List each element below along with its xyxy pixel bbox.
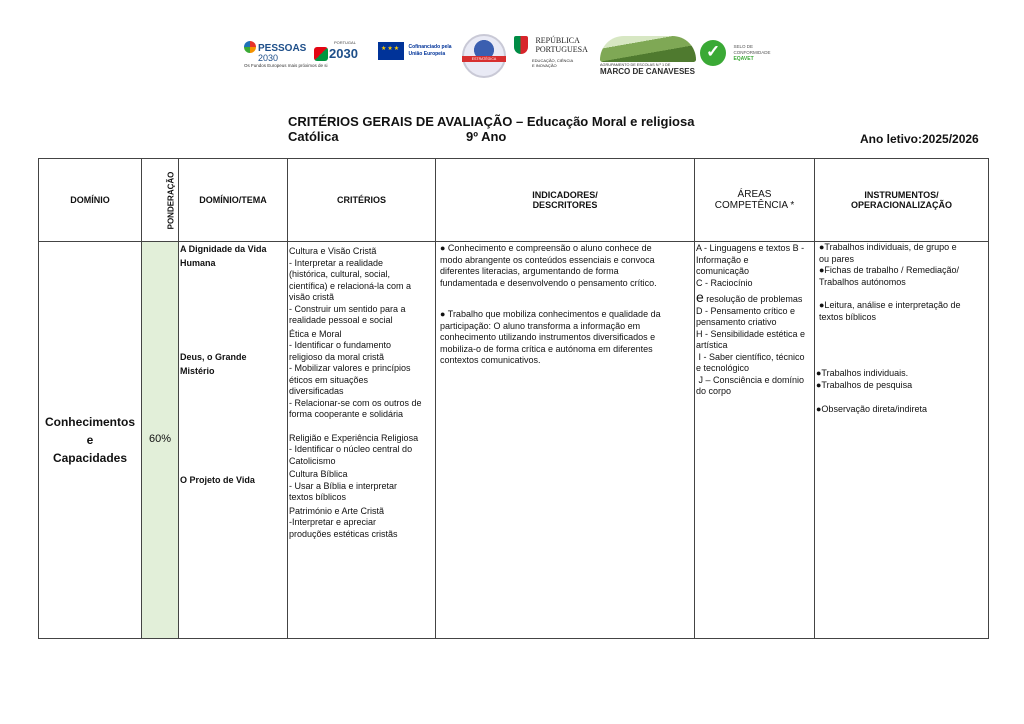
header-instrumentos: INSTRUMENTOS/ OPERACIONALIZAÇÃO (815, 159, 989, 242)
criteria-table (38, 158, 989, 639)
estrategia-seal-logo (462, 34, 506, 78)
areas-cell (695, 242, 815, 639)
indicador-line: diferentes literacias, argumentando de forma (440, 266, 619, 276)
header-dominio: DOMÍNIO (39, 159, 142, 242)
eu-cofinanced-logo: ★★★ Cofinanciado pela União Europeia (378, 42, 466, 60)
school-year: Ano letivo:2025/2026 (860, 132, 979, 146)
area-line: artística (696, 340, 728, 350)
criterios-cell (288, 242, 436, 639)
hills-icon (600, 36, 696, 62)
criterio-line: - Usar a Bíblia e interpretar (289, 480, 398, 491)
criterio-line: Cultura Bíblica (289, 469, 348, 479)
criterio-line: - Interpretar a realidade (289, 257, 384, 268)
criterio-line: Cultura e Visão Cristã (289, 246, 377, 256)
header-criterios: CRITÉRIOS (288, 159, 436, 242)
portugal-2030-logo: PORTUGAL 2030 (314, 40, 374, 63)
dominio-cell: Conhecimentos e Capacidades (39, 242, 142, 639)
republica-shield-icon (514, 36, 528, 54)
area-line: pensamento criativo (696, 317, 777, 327)
area-line: D - Pensamento crítico e (696, 305, 796, 316)
instrumento-line: ●Leitura, análise e interpretação de (819, 300, 961, 310)
document-title: CRITÉRIOS GERAIS DE AVALIAÇÃO – Educação Moral e religiosa (288, 114, 695, 129)
agrupamento-marco-logo: AGRUPAMENTO DE ESCOLAS N.º 1 DE MARCO DE CANAVESES (600, 36, 696, 76)
criterio-line: - Identificar o núcleo central do (289, 444, 413, 454)
criterio-line: realidade pessoal e social (289, 315, 393, 325)
area-line: H - Sensibilidade estética e (696, 328, 806, 339)
republica-portuguesa-logo: REPÚBLICA PORTUGUESA EDUCAÇÃO, CIÊNCIA E INOVAÇÃO (514, 36, 596, 68)
table-row (39, 242, 989, 639)
area-line: e tecnológico (696, 363, 750, 373)
tema-cell (179, 242, 288, 639)
indicador-line: ● Trabalho que mobiliza conhecimentos e qualidade da (440, 309, 661, 319)
indicador-line: conhecimento utilizando instrumentos diversificados e (440, 332, 656, 342)
indicadores-cell (436, 242, 695, 639)
area-line: Informação e (696, 254, 749, 265)
indicador-line: contextos comunicativos. (440, 355, 541, 365)
eu-flag-icon (378, 42, 404, 60)
instrumento-line: ●Fichas de trabalho / Remediação/ (819, 265, 960, 275)
criterio-line: éticos em situações (289, 374, 369, 385)
area-line: A - Linguagens e textos B - (696, 243, 805, 253)
instrumento-line: ●Trabalhos de pesquisa (816, 379, 913, 390)
ponderacao-cell: 60% (142, 242, 179, 639)
criterio-line: - Relacionar-se com os outros de (289, 397, 422, 408)
area-line: e resolução de problemas (696, 289, 803, 305)
tema-item: Deus, o Grande Mistério (180, 352, 247, 376)
indicador-line: mobiliza-o de forma crítica e autónoma em diferentes (440, 343, 653, 354)
instrumento-line: ●Trabalhos individuais, de grupo e (819, 242, 957, 252)
eqavet-check-icon (700, 40, 726, 66)
portugal-mark-icon (314, 47, 328, 61)
area-line: I - Saber científico, técnico (696, 351, 805, 362)
criterio-line: religioso da moral cristã (289, 351, 385, 362)
instrumento-line: ●Trabalhos individuais. (816, 368, 909, 378)
criterio-line: visão cristã (289, 292, 335, 302)
eqavet-seal-logo: ✓ SELO DE CONFORMIDADE EQAVET (700, 40, 786, 66)
area-line: comunicação (696, 266, 750, 276)
header-indicadores: INDICADORES/ DESCRITORES (436, 159, 695, 242)
estrategia-seal-icon: ESTRATÉGICA (462, 34, 506, 78)
instrumentos-cell (815, 242, 989, 639)
tema-item: O Projeto de Vida (180, 475, 255, 485)
pessoas-mark-icon (244, 41, 256, 53)
indicador-line: fundamentada e desenvolvendo o pensamento crítico. (440, 277, 657, 288)
instrumento-line: ●Observação direta/indireta (816, 404, 927, 414)
header-areas: ÁREAS COMPETÊNCIA * (695, 159, 815, 242)
header-tema: DOMÍNIO/TEMA (179, 159, 288, 242)
area-line: do corpo (696, 386, 732, 396)
header-ponderacao: PONDERAÇÃO (142, 159, 179, 242)
criterio-line: Religião e Experiência Religiosa (289, 432, 419, 443)
criterio-line: textos bíblicos (289, 492, 347, 502)
criterio-line: (histórica, cultural, social, (289, 269, 391, 279)
criterio-line: - Identificar o fundamento (289, 340, 392, 350)
pessoas-2030-logo: PESSOAS 2030 Os Fundos Europeus mais próximos de si (244, 38, 322, 68)
criterio-line: - Construir um sentido para a (289, 303, 406, 314)
criterio-line: diversificadas (289, 386, 344, 396)
indicador-line: modo abrangente os conteúdos essenciais e convoca (440, 254, 655, 265)
criterio-line: -Interpretar e apreciar (289, 517, 377, 527)
criterio-line: Catolicismo (289, 455, 336, 466)
criterio-line: forma cooperante e solidária (289, 409, 404, 419)
indicador-line: participação: O aluno transforma a informação em (440, 320, 641, 331)
grade-label: 9º Ano (466, 129, 507, 144)
tema-item: A Dignidade da Vida Humana (180, 244, 267, 268)
criterio-line: - Mobilizar valores e princípios (289, 363, 411, 373)
document-subtitle: Católica 9º Ano (288, 129, 507, 144)
instrumento-line: textos bíblicos (819, 311, 877, 322)
logo-bar (244, 34, 784, 80)
indicador-line: ● Conhecimento e compreensão o aluno conhece de (440, 243, 652, 253)
criterio-line: Património e Arte Cristã (289, 505, 385, 516)
area-line: J – Consciência e domínio (696, 374, 805, 385)
criterio-line: científica) e relacioná-la com a (289, 280, 412, 291)
table-header-row (39, 159, 989, 242)
criterio-line: Ética e Moral (289, 328, 342, 339)
instrumento-line: ou pares (819, 253, 855, 264)
criterio-line: produções estéticas cristãs (289, 528, 398, 539)
area-line: C - Raciocínio (696, 277, 753, 288)
instrumento-line: Trabalhos autónomos (819, 276, 906, 287)
